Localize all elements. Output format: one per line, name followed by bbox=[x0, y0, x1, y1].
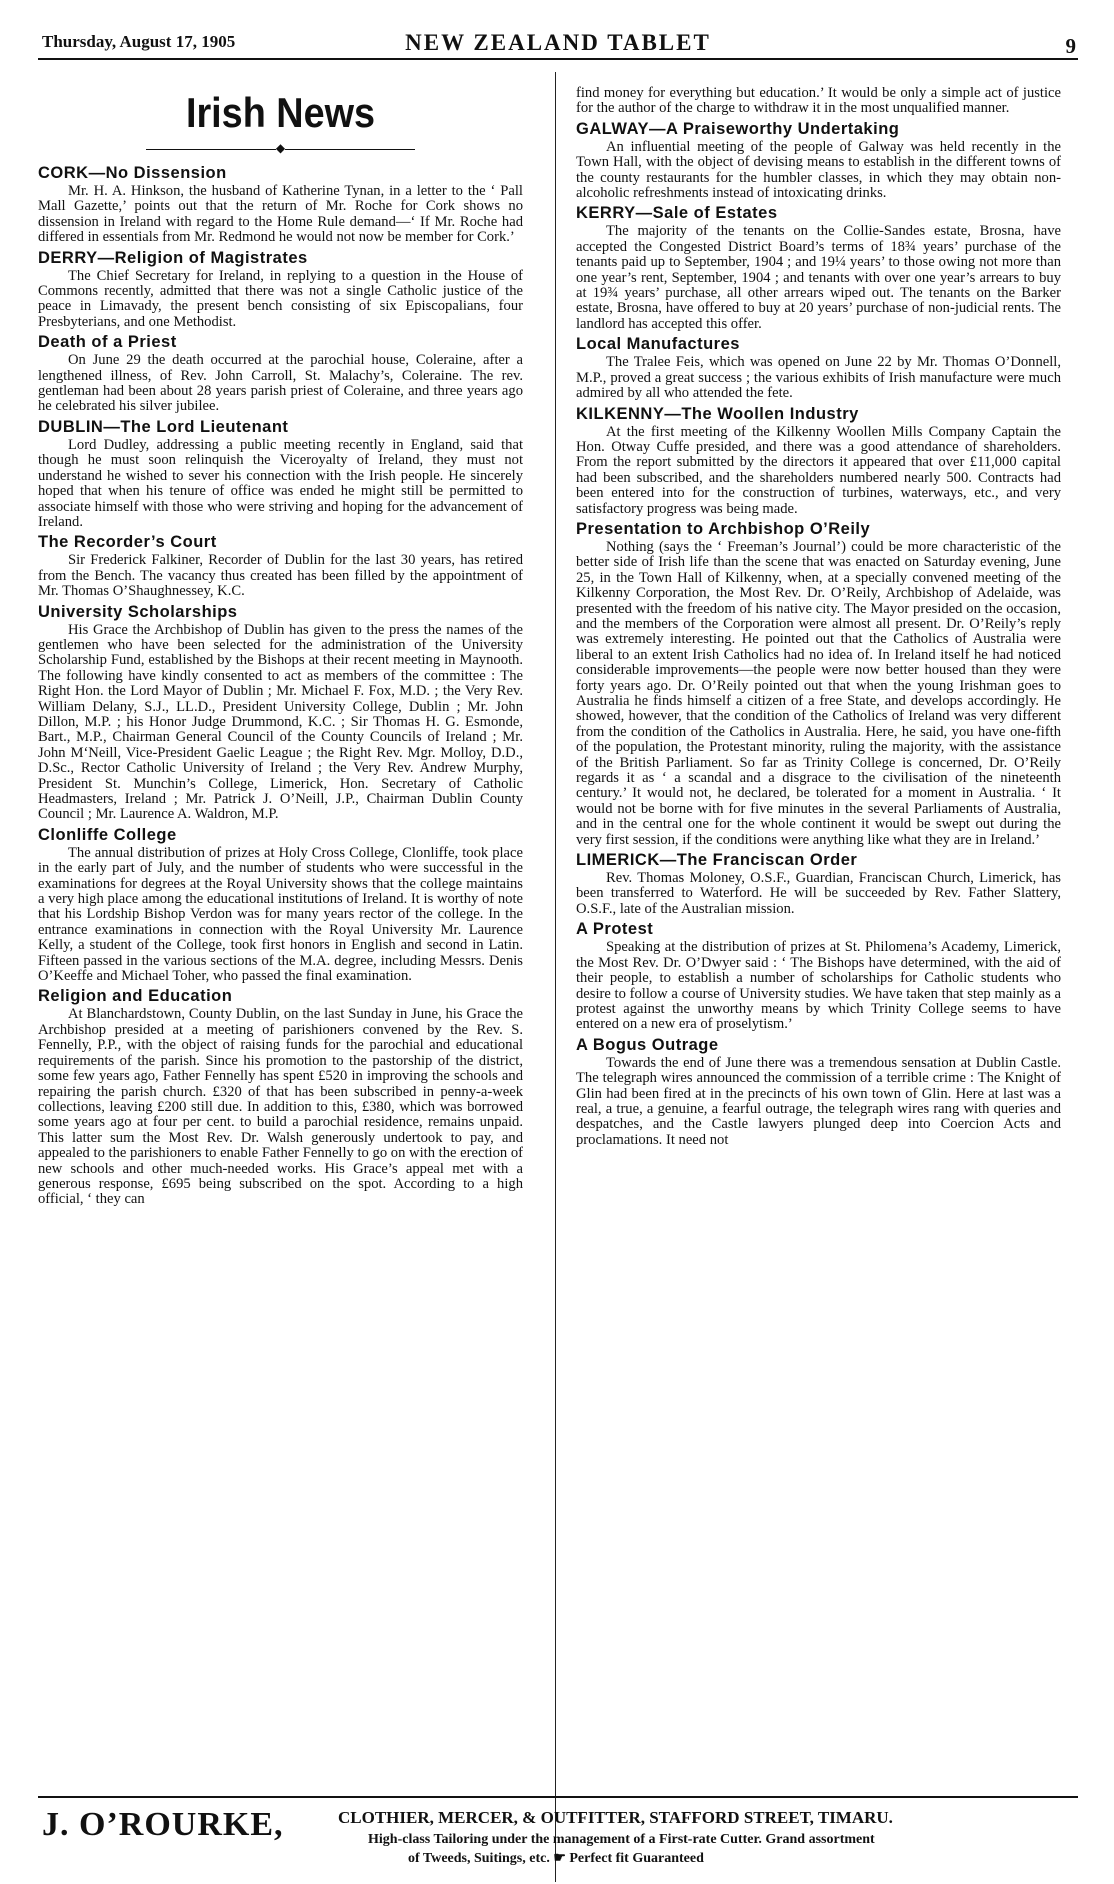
diamond-ornament-icon: ◆ bbox=[275, 141, 286, 155]
article-paragraph: Lord Dudley, addressing a public meeting recently in England, said that though he must soon relinquish the Viceroyalty of Ireland, they must not understand he wished to sever his connection with the Irish people. He sincerely hoped that when his tenure of office was ended he might still be permitted to associate himself with those who were striving and hoping for the advancement of Ireland. bbox=[38, 436, 523, 530]
article-heading: University Scholarships bbox=[38, 602, 238, 621]
article-paragraph: At Blanchardstown, County Dublin, on the last Sunday in June, his Grace the Archbishop presided at a meeting of parishioners convened by the Rev. S. Fennelly, P.P., with the object of raising funds for the parochial and educational requirements of the parish. Since his promotion to the pastorship of the district, some few years ago, Father Fennelly has spent £520 in improving the schools and repairing the parish church. £320 of that has been subscribed in penny-a-week collections, leaving £200 still due. In addition to this, £380, which was borrowed some years ago at four per cent. to build a parochial residence, remains unpaid. This latter sum the Most Rev. Dr. Walsh generously undertook to pay, and appealed to the parishioners to enable Father Fennelly to go on with the erection of new schools and other much-needed works. His Grace’s appeal met with a generous response, £695 being subscribed on the spot. According to a high official, ‘ they can bbox=[38, 1006, 523, 1208]
left-column bbox=[38, 82, 523, 1867]
article-heading: Clonliffe College bbox=[38, 825, 177, 844]
article bbox=[576, 120, 1061, 202]
article-heading: KERRY—Sale of Estates bbox=[576, 204, 778, 223]
article bbox=[38, 603, 523, 823]
article-paragraph: At the first meeting of the Kilkenny Woollen Mills Company Captain the Hon. Otway Cuffe presided, and there was a good attendance of shareholders. From the report submitted by the directors it appeared that over £11,000 capital had been subscribed, and the shareholders numbered nearly 500. Contracts had been entered into for the construction of turbines, waterways, etc., and very satisfactory progress was being made. bbox=[576, 423, 1061, 517]
article-paragraph: The Chief Secretary for Ireland, in replying to a question in the House of Commons recently, admitted that there was not a single Catholic justice of the peace in Limavady, the present bench consisting of six Episcopalians, four Presbyterians, and one Methodist. bbox=[38, 267, 523, 330]
article bbox=[576, 1036, 1061, 1148]
page-number: 9 bbox=[1065, 34, 1076, 58]
article-heading: A Protest bbox=[576, 920, 654, 939]
advert-line-1: CLOTHIER, MERCER, & OUTFITTER, STAFFORD STREET, TIMARU. bbox=[338, 1808, 893, 1827]
article-heading: LIMERICK—The Franciscan Order bbox=[576, 851, 858, 870]
continued-text: find money for everything but education.’ It would be only a simple act of justice for the author of the charge to withdraw it in the most unqualified manner. bbox=[576, 86, 1061, 117]
article-paragraph: Mr. H. A. Hinkson, the husband of Katherine Tynan, in a letter to the ‘ Pall Mall Gazette,’ points out that the return of Mr. Roche for Cork shows no dissension in Ireland with regard to the Home Rule demand—‘ If Mr. Roche had differed in essentials from Mr. Redmond he would not now be member for Cork.’ bbox=[38, 183, 523, 246]
advertisement bbox=[38, 1796, 1078, 1878]
article-heading: DERRY—Religion of Magistrates bbox=[38, 248, 308, 267]
article bbox=[576, 335, 1061, 401]
article-paragraph: Nothing (says the ‘ Freeman’s Journal’) could be more characteristic of the better side of Irish life than the scene that was enacted on Saturday evening, June 25, in the Town Hall of Kilkenny, when, at a specially convened meeting of the Kilkenny Corporation, the Most Rev. Dr. O’Reily, Archbishop of Adelaide, was presented with the freedom of his native city. The Mayor presided on the occasion, and the members of the Corporation were almost all present. Dr. O’Reily’s reply was extremely interesting. He pointed out that the Catholics of Australia were liberal to an extent Irish Catholics had no idea of. In Ireland itself he had noticed considerable improvements—the people were now better housed than they were forty years ago. Dr. O’Reily pointed out that when the young Irishman goes to Australia he finds himself a citizen of a free State, and develops accordingly. He showed, however, that the condition of the Catholics of Ireland was very different from the condition of the Catholics in Australia. Here, he said, you have one-fifth of the population, the Protestant minority, ruling the majority, with the assistance of the British Parliament. So far as Trinity College is concerned, Dr. O’Reily regards it as ‘ a scandal and a disgrace to the civilisation of the nineteenth century.’ It would not, he declared, be tolerated for a moment in Australia. ‘ It would not be borne with for five minutes in the several Parliaments of Australia, and in the central one for the whole continent it would be swept out during the very first session, if the conditions were anything like what they are in Ireland.’ bbox=[576, 538, 1061, 848]
article-heading: A Bogus Outrage bbox=[576, 1035, 719, 1054]
title-ornament bbox=[38, 142, 523, 154]
article bbox=[576, 851, 1061, 917]
article-heading: Religion and Education bbox=[38, 987, 233, 1006]
newspaper-title: NEW ZEALAND TABLET bbox=[405, 30, 711, 55]
article-paragraph: The majority of the tenants on the Collie-Sandes estate, Brosna, have accepted the Congested District Board’s terms of 18¾ years’ purchase of the tenants paid up to September, 1904 ; and 19¼ years’ to those owing not more than one year’s rent, September, 1904 ; and tenants with over one year’s arrears to buy at 19¾ years’ purchase, all other arrears wiped out. The tenants on the Barker estate, Brosna, have offered to buy at 20 years’ purchase of non-judicial rents. The landlord has accepted this offer. bbox=[576, 223, 1061, 332]
article-paragraph: Rev. Thomas Moloney, O.S.F., Guardian, Franciscan Church, Limerick, has been transferred to Waterford. He will be succeeded by Rev. Father Slattery, O.S.F., late of the Australian mission. bbox=[576, 870, 1061, 917]
right-column bbox=[576, 86, 1061, 1871]
article-heading: Presentation to Archbishop O’Reily bbox=[576, 519, 871, 538]
article-paragraph: The annual distribution of prizes at Holy Cross College, Clonliffe, took place in the early part of July, and the number of students who were successful in the examinations for degrees at the Royal University shows that the college maintains a very high place among the educational institutions of Ireland. It is worthy of note that his Lordship Bishop Verdon was for many years rector of the college. In the entrance examinations in connection with the Royal University Mr. Laurence Kelly, a student of the College, took first honors in English and second in Latin. Fifteen passed in the various sections of the M.A. degree, including Messrs. Denis O’Keeffe and Michael Toher, who passed the final examination. bbox=[38, 844, 523, 985]
article-heading: The Recorder’s Court bbox=[38, 533, 217, 552]
article bbox=[576, 204, 1061, 332]
article-heading: Death of a Priest bbox=[38, 333, 177, 352]
article-heading: DUBLIN—The Lord Lieutenant bbox=[38, 417, 289, 436]
article bbox=[38, 418, 523, 530]
issue-date: Thursday, August 17, 1905 bbox=[42, 32, 236, 51]
article bbox=[38, 826, 523, 985]
article-paragraph: Towards the end of June there was a tremendous sensation at Dublin Castle. The telegraph wires announced the commission of a terrible crime : The Knight of Glin had been fired at in the precincts of his own town of Glin. Here at last was a real, a true, a genuine, a fearful outrage, the telegraph wires rang with queries and despatches, and the Castle lawyers plunged deep into Coercion Acts and proclamations. It need not bbox=[576, 1054, 1061, 1148]
article-paragraph: On June 29 the death occurred at the parochial house, Coleraine, after a lengthened illness, of Rev. John Carroll, St. Malachy’s, Coleraine. The rev. gentleman had been about 28 years parish priest of Coleraine, and three years ago he celebrated his silver jubilee. bbox=[38, 352, 523, 415]
article bbox=[38, 533, 523, 599]
article-paragraph: An influential meeting of the people of Galway was held recently in the Town Hall, with the object of devising means to establish in the different towns of the county restaurants for the humbler classes, in which they may obtain non-alcoholic refreshments instead of intoxicating drinks. bbox=[576, 138, 1061, 202]
section-title: Irish News bbox=[185, 89, 376, 136]
article-heading: Local Manufactures bbox=[576, 335, 740, 354]
article bbox=[38, 987, 523, 1207]
column-divider bbox=[555, 72, 556, 1882]
article-paragraph: Speaking at the distribution of prizes at St. Philomena’s Academy, Limerick, the Most Rev. Dr. O’Dwyer said : ‘ The Bishops have determined, with the aid of their people, to establish a number of scholarships for Catholic students who desire to follow a course of University studies. We have taken that step mainly as a protest against the unworthy means by which Trinity College seems to have entered on a new era of proselytism.’ bbox=[576, 939, 1061, 1033]
article bbox=[576, 920, 1061, 1032]
advertiser-name: J. O’ROURKE, bbox=[42, 1806, 284, 1843]
advert-line-2: High-class Tailoring under the management of a First-rate Cutter. Grand assortment bbox=[368, 1832, 875, 1847]
article-paragraph: The Tralee Feis, which was opened on June 22 by Mr. Thomas O’Donnell, M.P., proved a great success ; the various exhibits of Irish manufacture were much admired by all who attended the fete. bbox=[576, 354, 1061, 402]
article bbox=[38, 249, 523, 331]
article-heading: GALWAY—A Praiseworthy Undertaking bbox=[576, 119, 900, 138]
left-articles bbox=[38, 164, 523, 1208]
article bbox=[576, 405, 1061, 517]
advert-line-3: of Tweeds, Suitings, etc. ☛ Perfect fit Guaranteed bbox=[408, 1851, 704, 1866]
article bbox=[576, 520, 1061, 848]
right-articles bbox=[576, 120, 1061, 1148]
article bbox=[38, 164, 523, 246]
article-paragraph: Sir Frederick Falkiner, Recorder of Dublin for the last 30 years, has retired from the Bench. The vacancy thus created has been filled by the appointment of Mr. Thomas O’Shaughnessey, K.C. bbox=[38, 552, 523, 600]
page-header bbox=[38, 30, 1078, 60]
article-heading: CORK—No Dissension bbox=[38, 164, 227, 182]
article-heading: KILKENNY—The Woollen Industry bbox=[576, 404, 859, 423]
article bbox=[38, 333, 523, 415]
article-paragraph: His Grace the Archbishop of Dublin has given to the press the names of the gentlemen who have been selected for the administration of the University Scholarship Fund, established by the Bishops at their recent meeting in Maynooth. The following have kindly consented to act as members of the committee : The Right Hon. the Lord Mayor of Dublin ; Mr. Michael F. Fox, M.D. ; the Very Rev. William Delany, S.J., LL.D., President University College, Dublin ; Mr. John Dillon, M.P. ; his Honor Judge Drummond, K.C. ; Sir Thomas H. G. Esmonde, Bart., M.P., Chairman General Council of the County Councils of Ireland ; Mr. John M‘Neill, Vice-President Gaelic League ; the Right Rev. Mgr. Molloy, D.D., D.Sc., Rector Catholic University of Ireland ; the Very Rev. Andrew Murphy, President St. Munchin’s College, Limerick, Hon. Secretary of Catholic Headmasters, Ireland ; Mr. Patrick J. O’Neill, J.P., Chairman Dublin County Council ; Mr. Laurence A. Waldron, M.P. bbox=[38, 621, 523, 823]
